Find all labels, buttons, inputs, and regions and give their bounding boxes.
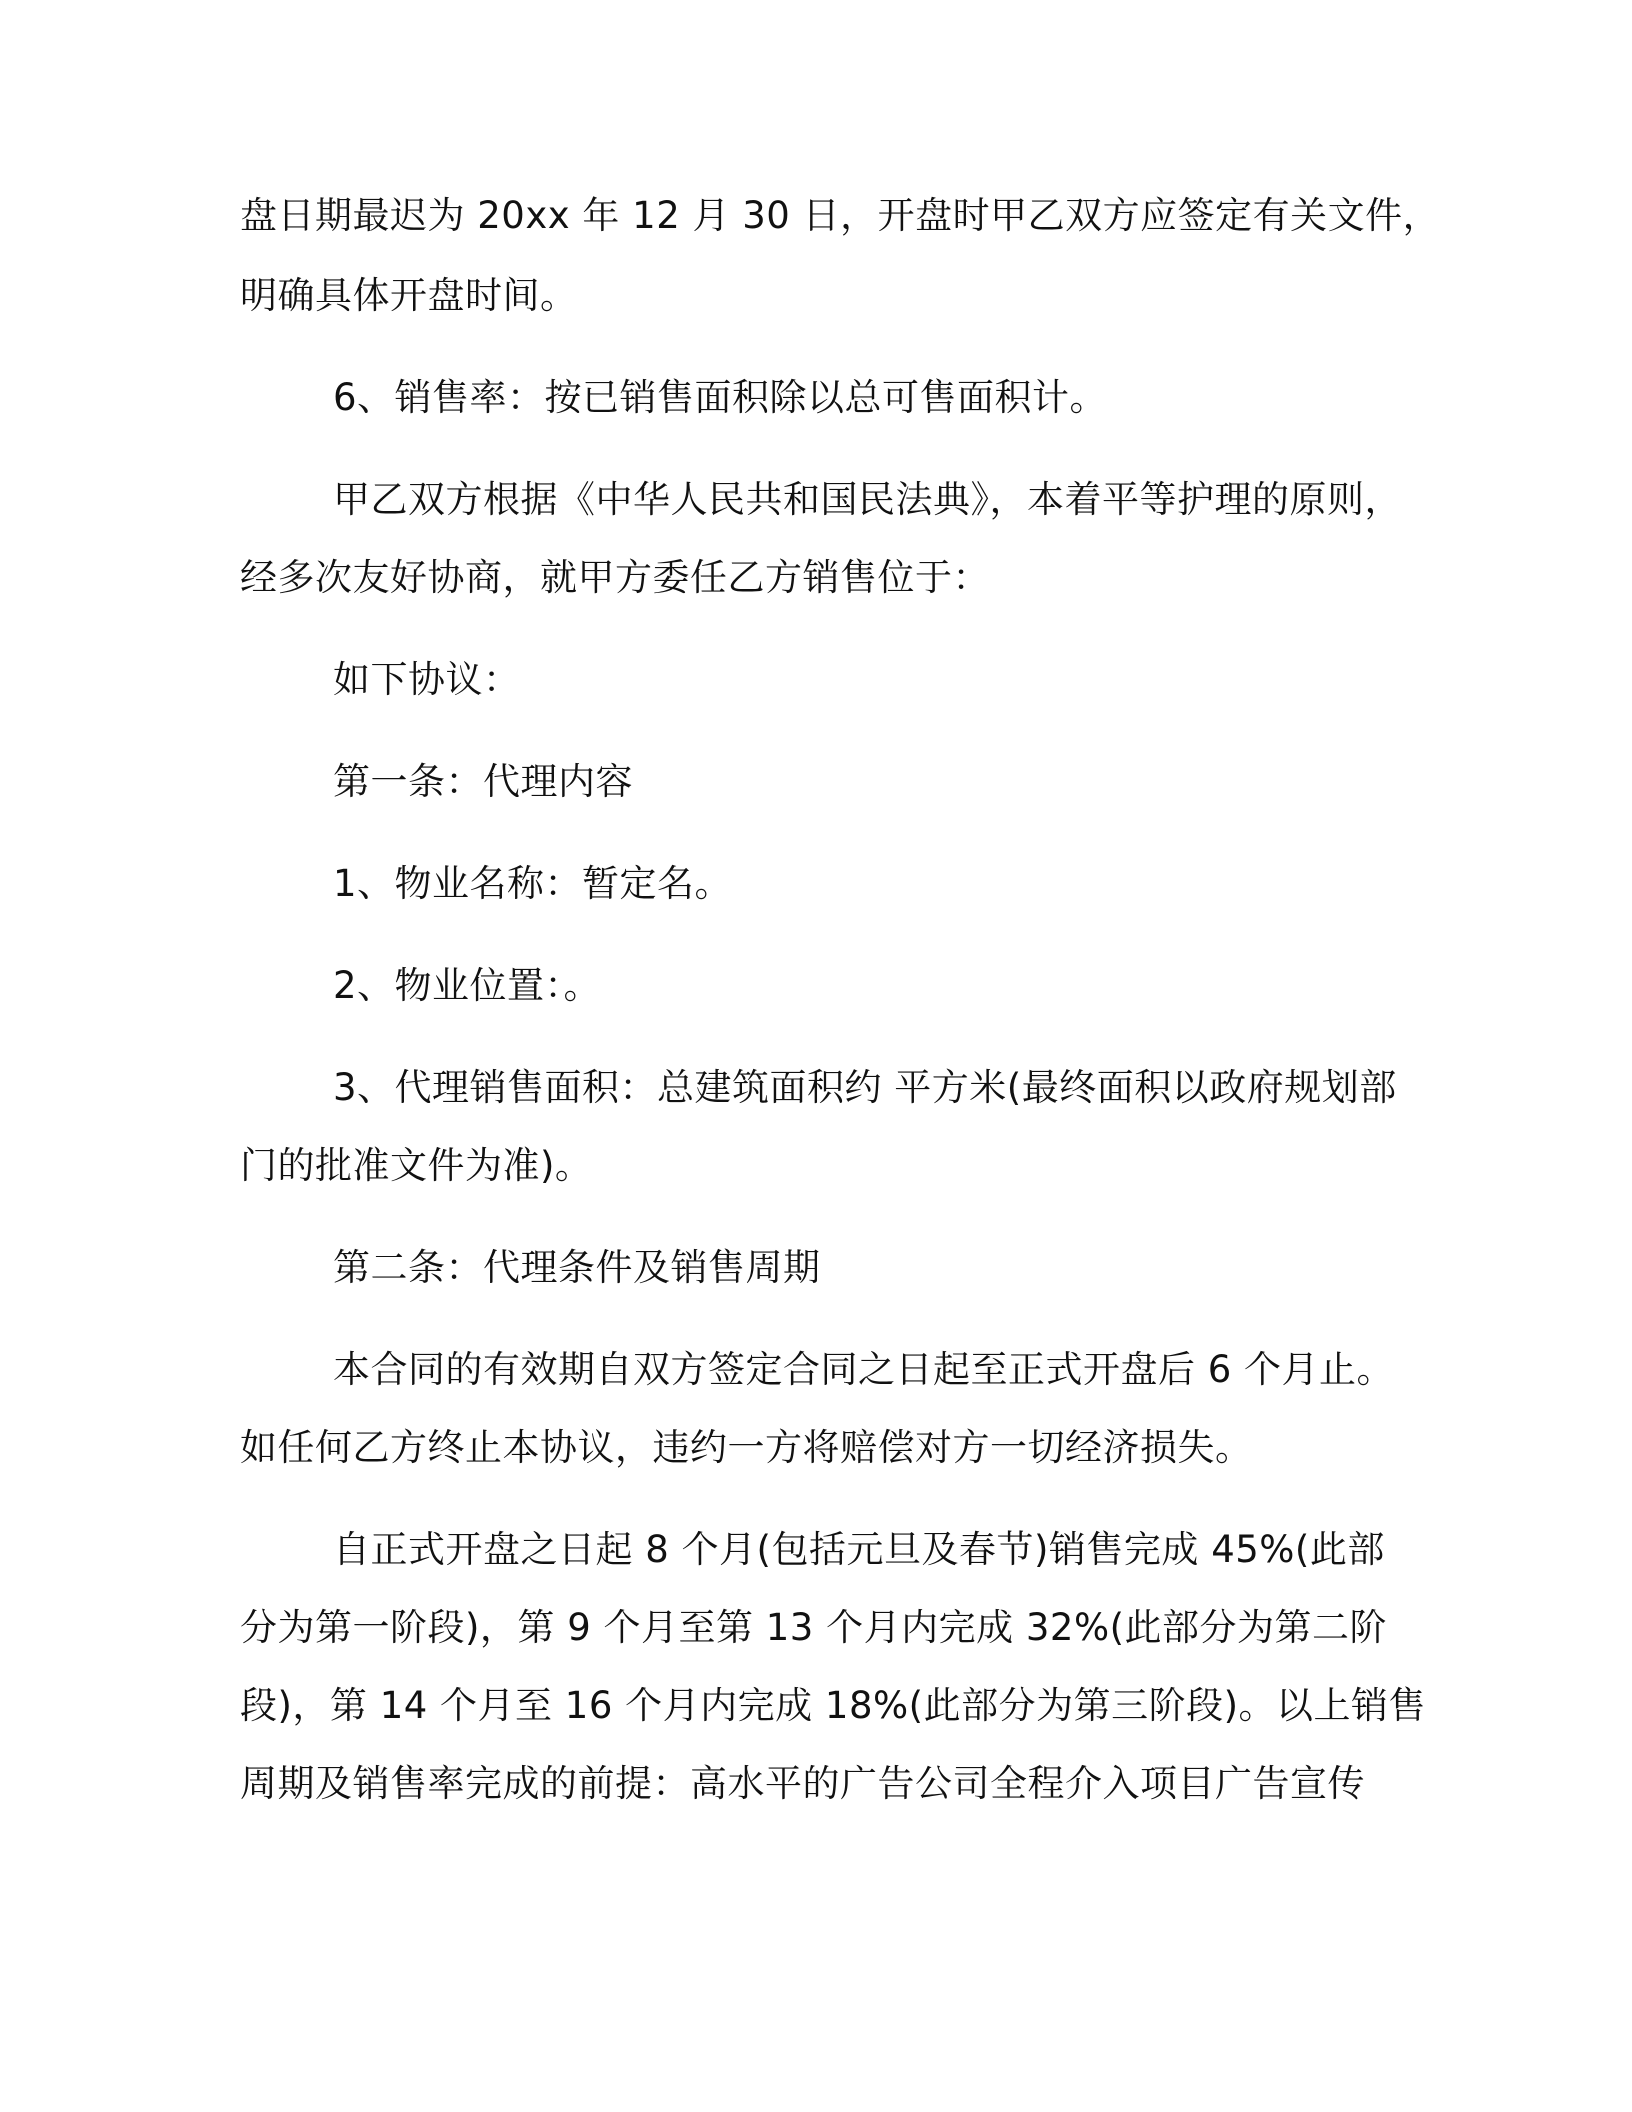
text-line-7: 第一条：代理内容: [333, 760, 633, 803]
text-line-10: 3、代理销售面积：总建筑面积约 平方米(最终面积以政府规划部: [333, 1066, 1397, 1109]
text-line-6: 如下协议：: [333, 658, 521, 701]
text-line-11: 门的批准文件为准)。: [240, 1144, 593, 1187]
text-line-18: 周期及销售率完成的前提：高水平的广告公司全程介入项目广告宣传: [240, 1762, 1365, 1805]
text-line-13: 本合同的有效期自双方签定合同之日起至正式开盘后 6 个月止。: [333, 1348, 1395, 1391]
text-line-17: 段)，第 14 个月至 16 个月内完成 18%(此部分为第三阶段)。以上销售: [240, 1684, 1427, 1727]
text-line-15: 自正式开盘之日起 8 个月(包括元旦及春节)销售完成 45%(此部: [333, 1528, 1385, 1571]
text-line-14: 如任何乙方终止本协议，违约一方将赔偿对方一切经济损失。: [240, 1426, 1253, 1469]
text-line-12: 第二条：代理条件及销售周期: [333, 1246, 821, 1289]
text-line-4: 甲乙双方根据《中华人民共和国民法典》，本着平等护理的原则，: [333, 478, 1402, 521]
text-line-16: 分为第一阶段)，第 9 个月至第 13 个月内完成 32%(此部分为第二阶: [240, 1606, 1388, 1649]
text-line-5: 经多次友好协商，就甲方委任乙方销售位于：: [240, 556, 990, 599]
text-line-3: 6、销售率：按已销售面积除以总可售面积计。: [333, 376, 1108, 419]
text-line-2: 明确具体开盘时间。: [240, 274, 578, 317]
text-line-1: 盘日期最迟为 20xx 年 12 月 30 日，开盘时甲乙双方应签定有关文件，: [240, 194, 1441, 237]
text-line-9: 2、物业位置：。: [333, 964, 602, 1007]
text-line-8: 1、物业名称：暂定名。: [333, 862, 733, 905]
